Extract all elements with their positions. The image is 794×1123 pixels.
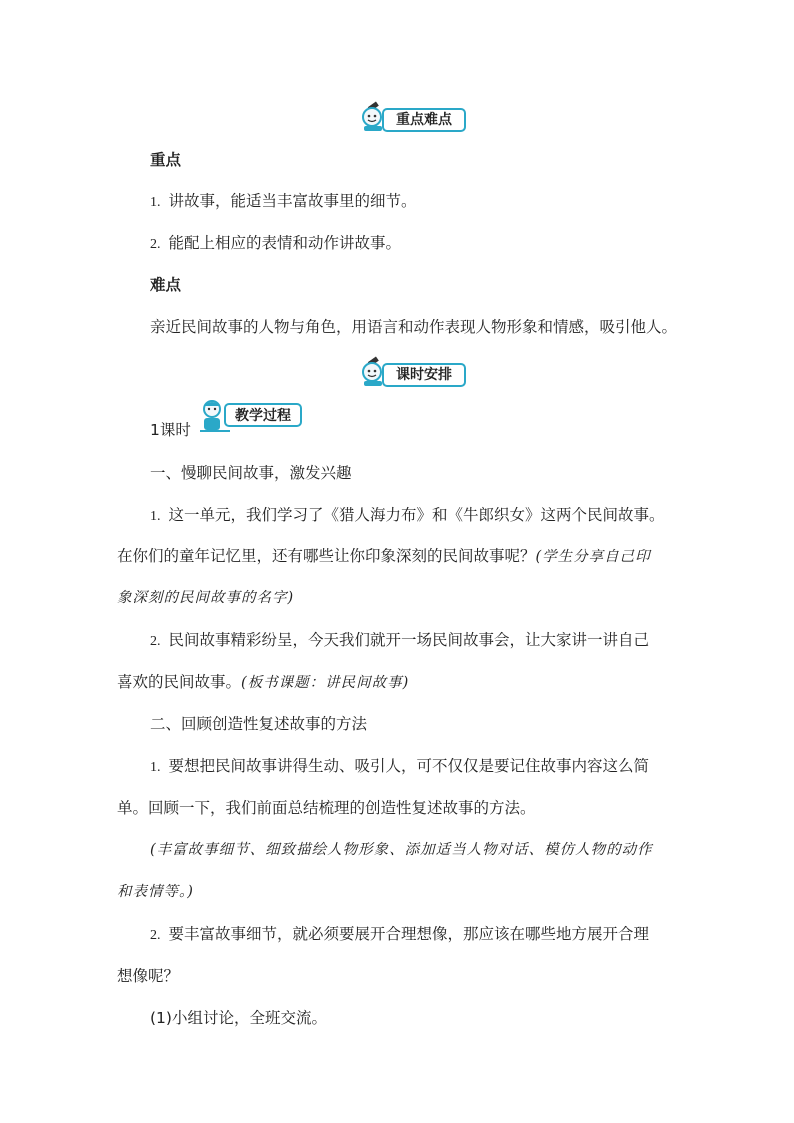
focus-item-2: 2. 能配上相应的表情和动作讲故事。 [150,234,402,252]
paragraph-3-line-2: 单。回顾一下，我们前面总结梳理的创造性复述故事的方法。 [117,799,536,817]
paragraph-2-line-1: 2. 民间故事精彩纷呈，今天我们就开一场民间故事会，让大家讲一讲自己 [150,631,650,649]
section-badge-process [198,397,302,433]
paragraph-2-line-2: 喜欢的民间故事。(板书课题：讲民间故事) [117,673,410,691]
paragraph-4-line-1: 2. 要丰富故事细节，就必须要展开合理想像，那应该在哪些地方展开合理 [150,925,650,943]
key-points-title: 重点难点 [382,108,466,132]
paragraph-3-note-1: (丰富故事细节、细致描绘人物形象、添加适当人物对话、模仿人物的动作 [150,842,653,858]
part2-heading: 二、回顾创造性复述故事的方法 [150,715,368,733]
paragraph-1-line-1: 1. 这一单元，我们学习了《猎人海力布》和《牛郎织女》这两个民间故事。 [150,506,665,524]
paragraph-1-line-3: 象深刻的民间故事的名字) [117,590,295,606]
schedule-title: 课时安排 [382,363,466,387]
paragraph-3-note-2: 和表情等。) [117,884,194,900]
process-title: 教学过程 [224,403,302,427]
part1-heading: 一、慢聊民间故事，激发兴趣 [150,464,352,482]
difficulty-label: 难点 [150,276,182,294]
paragraph-1-line-2: 在你们的童年记忆里，还有哪些让你印象深刻的民间故事呢？(学生分享自己印 [117,547,651,565]
paragraph-3-line-1: 1. 要想把民间故事讲得生动、吸引人，可不仅仅是要记住故事内容这么简 [150,757,650,775]
section-badge-key-points [356,100,466,130]
difficulty-text: 亲近民间故事的人物与角色，用语言和动作表现人物形象和情感，吸引他人。 [150,318,678,336]
section-badge-schedule [356,355,466,385]
focus-item-1: 1. 讲故事，能适当丰富故事里的细节。 [150,192,417,210]
duration-text: 1课时 [150,421,191,439]
paragraph-4-line-2: 想像呢？ [117,967,180,985]
focus-label: 重点 [150,151,182,169]
paragraph-4-sub-item: (1)小组讨论，全班交流。 [150,1009,327,1027]
